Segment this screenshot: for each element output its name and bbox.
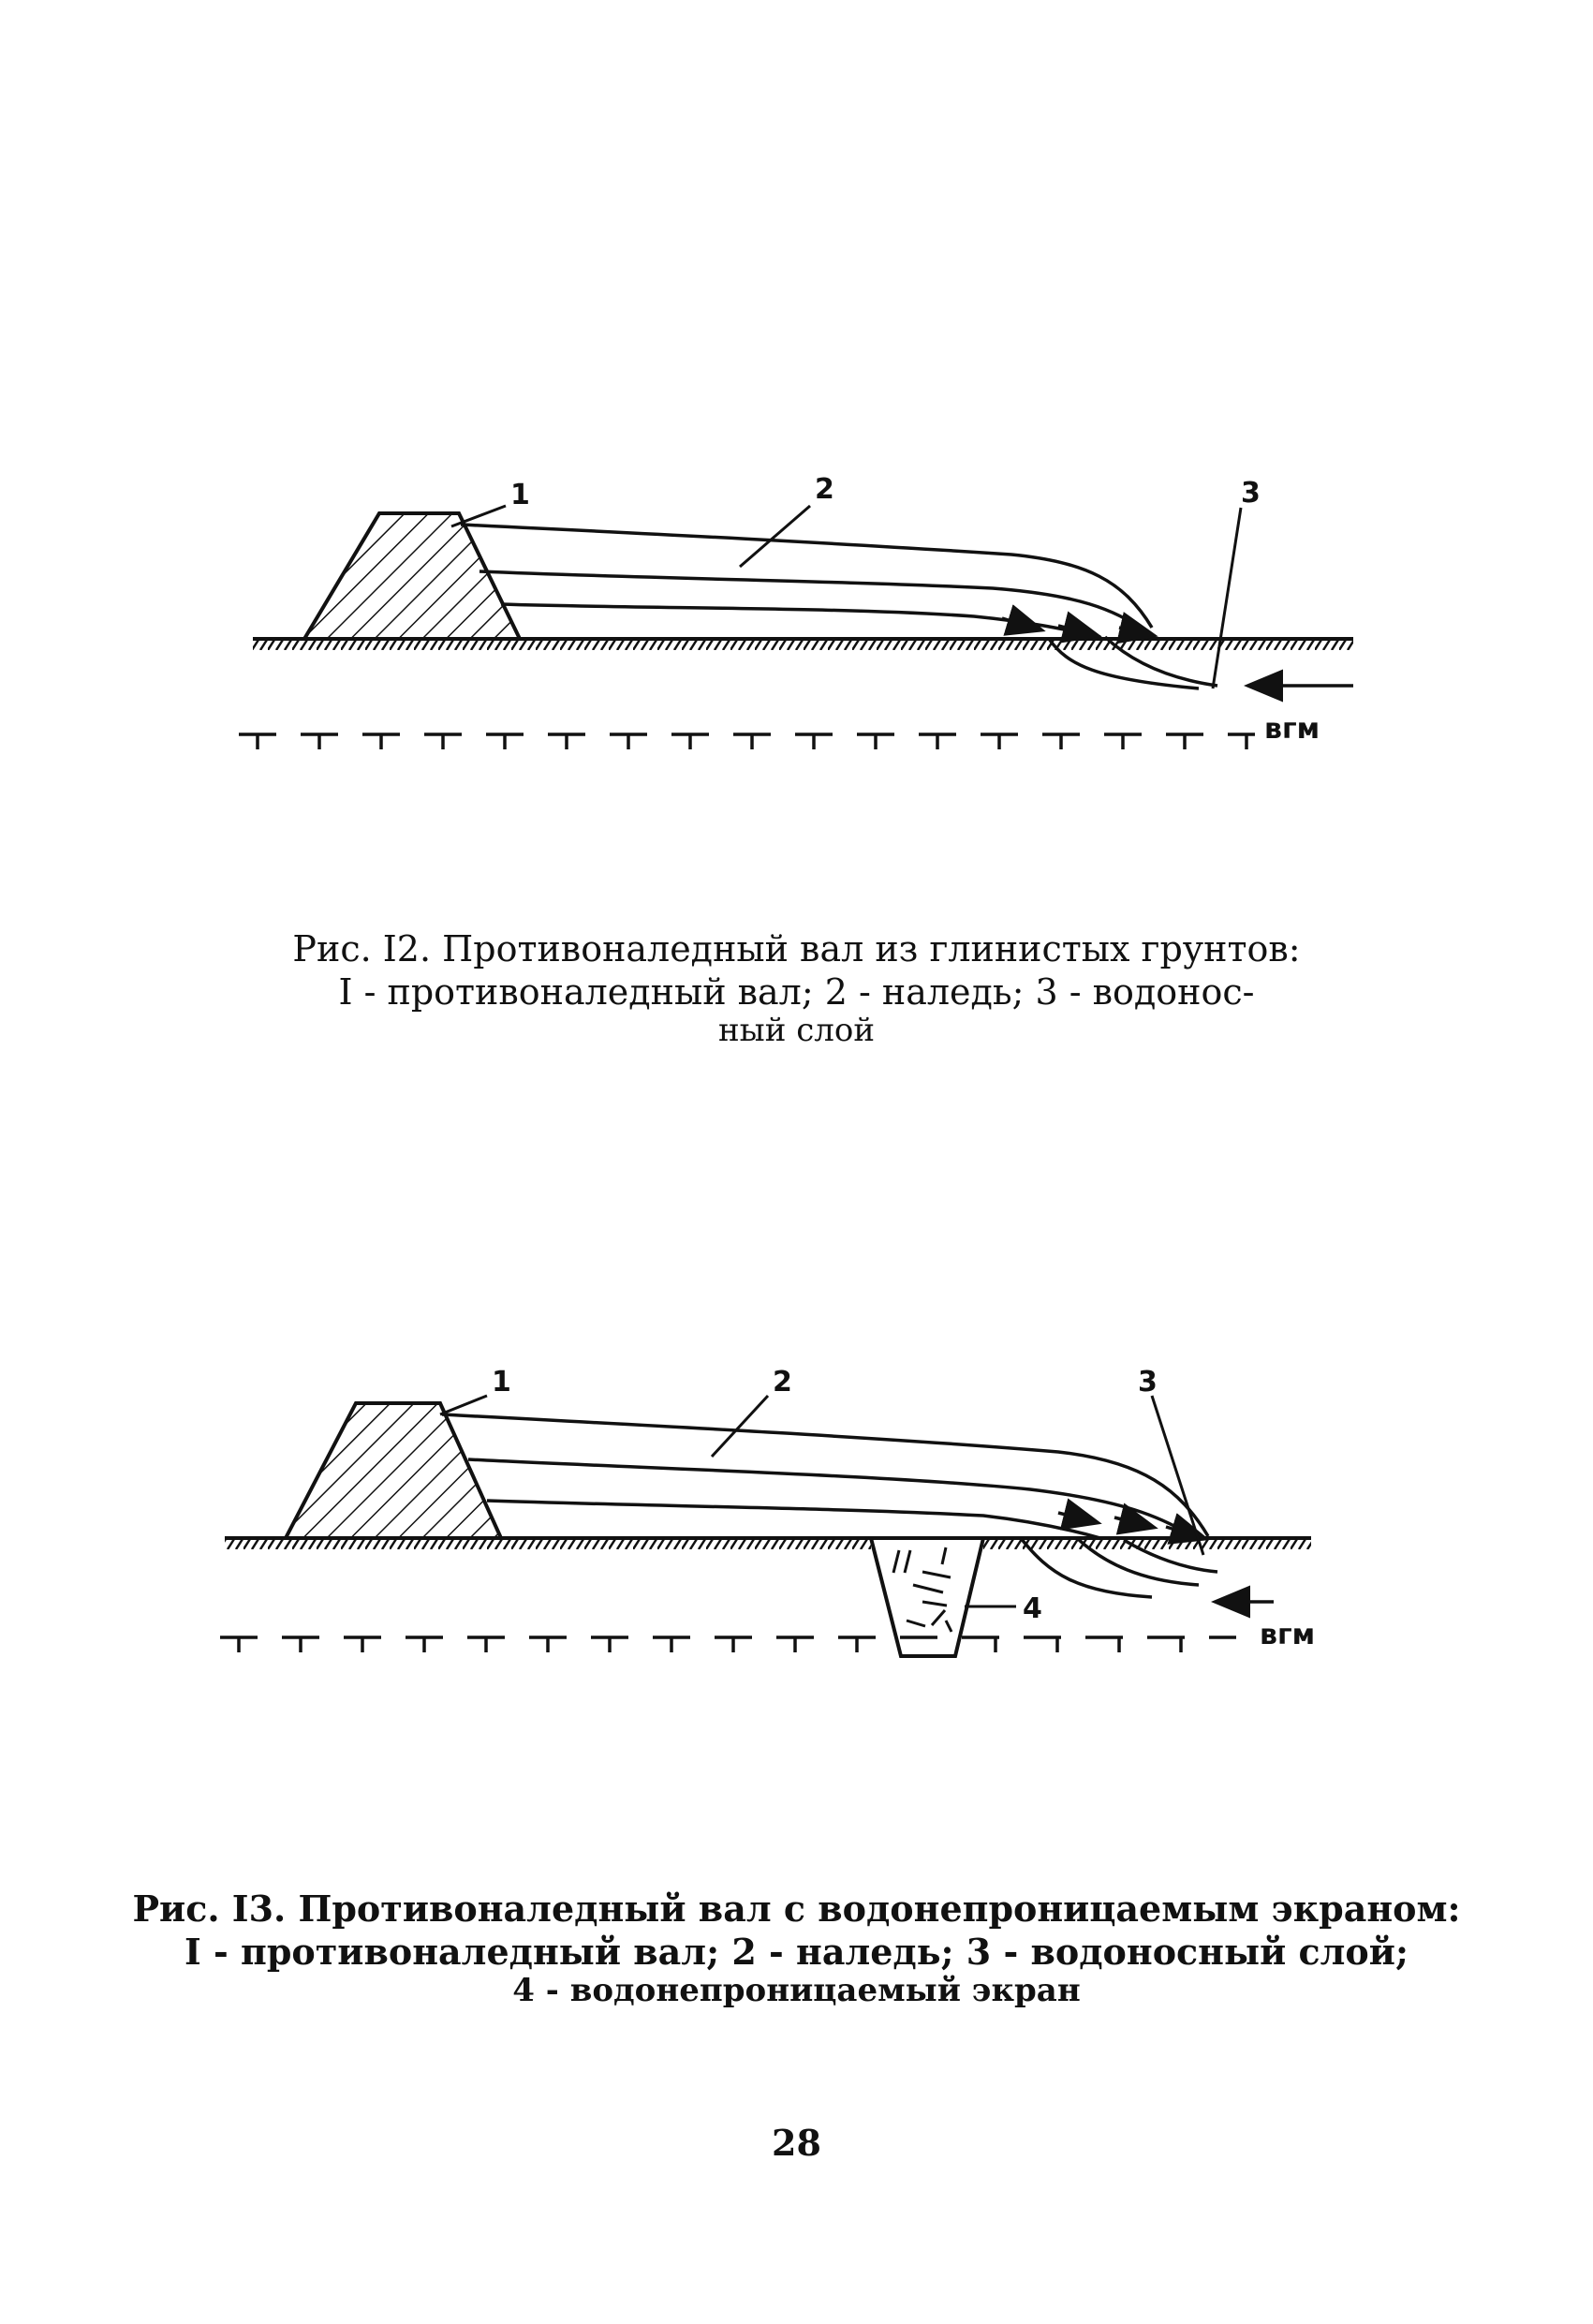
caption-line: 4 - водонепроницаемый экран xyxy=(512,1972,1081,2009)
label-water-table: вгм xyxy=(1264,713,1320,746)
icing-layers xyxy=(461,525,1217,688)
icing-layers xyxy=(442,1414,1217,1597)
label-2: 2 xyxy=(815,473,834,506)
embankment xyxy=(304,513,520,639)
caption-line: ный слой xyxy=(718,1012,875,1049)
ground-surface xyxy=(225,1538,1311,1551)
label-4: 4 xyxy=(1023,1592,1042,1625)
groundwater-level xyxy=(220,1637,1236,1652)
label-2: 2 xyxy=(773,1366,792,1399)
label-water-table: вгм xyxy=(1260,1619,1316,1651)
caption-line: Рис. I2. Противоналедный вал из глинистых грунтов: xyxy=(292,928,1301,970)
label-3: 3 xyxy=(1241,477,1261,510)
figure-12-caption xyxy=(0,927,1593,1047)
embankment xyxy=(286,1403,501,1538)
groundwater-level xyxy=(239,734,1255,749)
figure-12-drawing xyxy=(0,440,1593,796)
label-3: 3 xyxy=(1138,1366,1158,1399)
label-1: 1 xyxy=(510,479,530,511)
caption-line: I - противоналедный вал; 2 - наледь; 3 - водонос- xyxy=(338,971,1255,1013)
caption-line: I - противоналедный вал; 2 - наледь; 3 - водоносный слой; xyxy=(184,1931,1409,1973)
figure-13-drawing xyxy=(0,1340,1593,1714)
figure-13-caption xyxy=(0,1887,1593,2007)
label-1: 1 xyxy=(492,1366,511,1399)
ground-surface xyxy=(253,639,1353,652)
leader-lines xyxy=(451,506,1241,688)
page-number: 28 xyxy=(772,2122,821,2164)
caption-line: Рис. I3. Противоналедный вал с водонепроницаемым экраном: xyxy=(132,1887,1461,1930)
